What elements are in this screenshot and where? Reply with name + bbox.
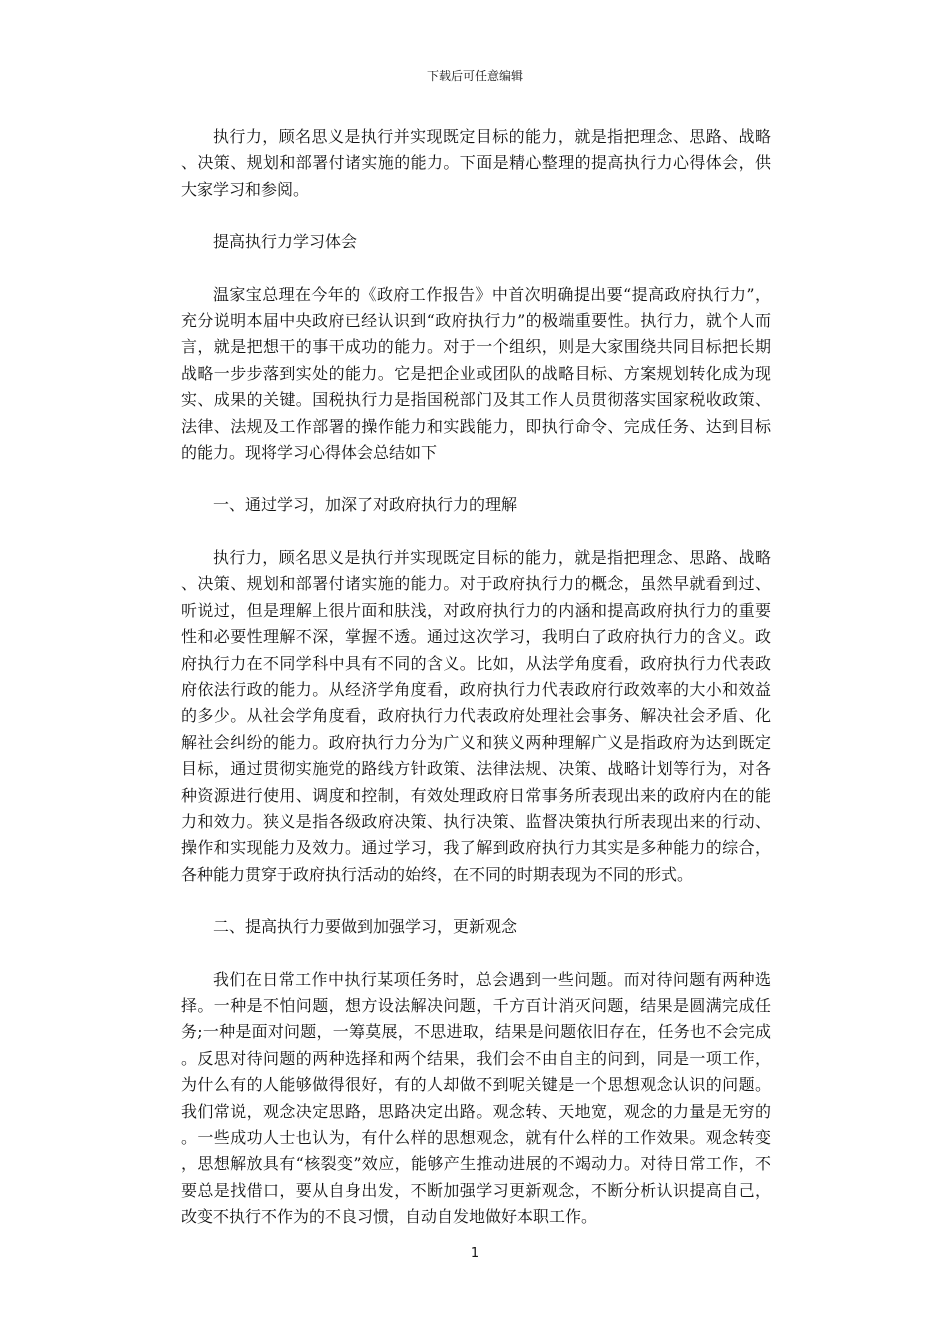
paragraph-1: 温家宝总理在今年的《政府工作报告》中首次明确提出要“提高政府执行力”，充分说明本届中央政府已经认识到“政府执行力”的极端重要性。执行力，就个人而言，就是把想干的事干成功的能力。对于一个组织，则是大家围绕共同目标把长期战略一步步落到实处的能力。它是把企业或团队的战略目标、方案规划转化成为现实、成果的关键。国税执行力是指国税部门及其工作人员贯彻落实国家税收政策、法律、法规及工作部署的操作能力和实践能力，即执行命令、完成任务、达到目标的能力。现将学习心得体会总结如下 — [181, 284, 771, 463]
section-1-body: 执行力，顾名思义是执行并实现既定目标的能力，就是指把理念、思路、战略、决策、规划和部署付诸实施的能力。对于政府执行力的概念，虽然早就看到过、听说过，但是理解上很片面和肤浅，对政府执行力的内涵和提高政府执行力的重要性和必要性理解不深，掌握不透。通过这次学习，我明白了政府执行力的含义。政府执行力在不同学科中具有不同的含义。比如，从法学角度看，政府执行力代表政府依法行政的能力。从经济学角度看，政府执行力代表政府行政效率的大小和效益的多少。从社会学角度看，政府执行力代表政府处理社会事务、解决社会矛盾、化解社会纠纷的能力。政府执行力分为广义和狭义两种理解广义是指政府为达到既定目标，通过贯彻实施党的路线方针政策、法律法规、决策、战略计划等行为，对各种资源进行使用、调度和控制，有效处理政府日常事务所表现出来的政府内在的能力和效力。狭义是指各级政府决策、执行决策、监督决策执行所表现出来的行动、操作和实现能力及效力。通过学习，我了解到政府执行力其实是多种能力的综合，各种能力贯穿于政府执行活动的始终，在不同的时期表现为不同的形式。 — [181, 547, 771, 884]
intro-paragraph: 执行力，顾名思义是执行并实现既定目标的能力，就是指把理念、思路、战略、决策、规划和部署付诸实施的能力。下面是精心整理的提高执行力心得体会，供大家学习和参阅。 — [181, 127, 771, 199]
section-2-heading: 二、提高执行力要做到加强学习，更新观念 — [213, 917, 518, 937]
section-1-heading: 一、通过学习，加深了对政府执行力的理解 — [213, 495, 518, 515]
document-body — [181, 124, 771, 1257]
page-number: 1 — [470, 1246, 480, 1261]
document-title: 提高执行力学习体会 — [213, 232, 358, 252]
page-header: 下载后可任意编辑 — [426, 69, 523, 83]
section-2-body: 我们在日常工作中执行某项任务时，总会遇到一些问题。而对待问题有两种选择。一种是不怕问题，想方设法解决问题，千方百计消灭问题，结果是圆满完成任务;一种是面对问题，一筹莫展，不思进取，结果是问题依旧存在，任务也不会完成。反思对待问题的两种选择和两个结果，我们会不由自主的问到，同是一项工作，为什么有的人能够做得很好，有的人却做不到呢关键是一个思想观念认识的问题。我们常说，观念决定思路，思路决定出路。观念转、天地宽，观念的力量是无穷的。一些成功人士也认为，有什么样的思想观念，就有什么样的工作效果。观念转变，思想解放具有“核裂变”效应，能够产生推动进展的不竭动力。对待日常工作，不要总是找借口，要从自身出发，不断加强学习更新观念，不断分析认识提高自己，改变不执行不作为的不良习惯，自动自发地做好本职工作。 — [181, 969, 771, 1227]
